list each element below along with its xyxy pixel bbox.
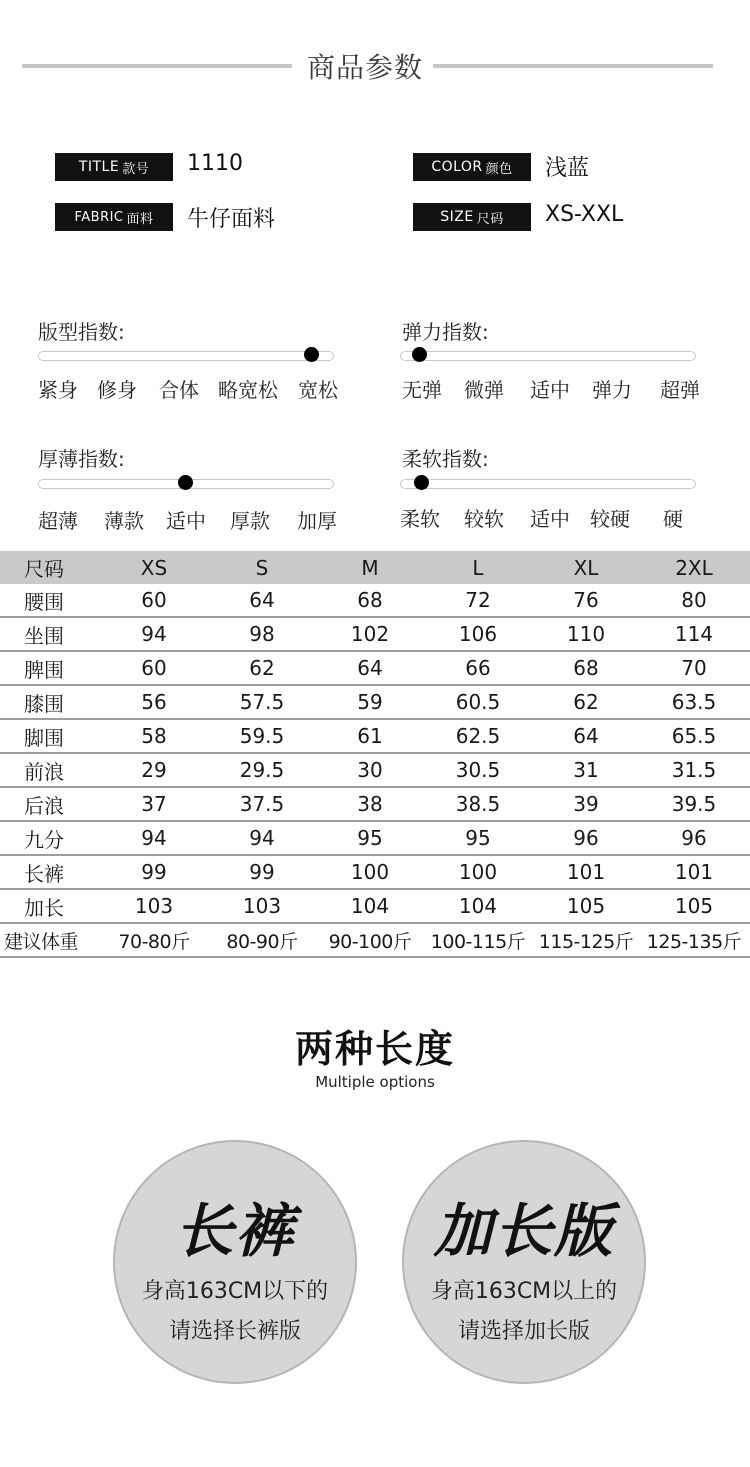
table-cell: 103: [134, 894, 174, 918]
table-cell: 90-100斤: [328, 930, 412, 953]
softness-label: 柔软: [400, 507, 440, 531]
table-cell: 70-80斤: [118, 930, 190, 953]
row-label-cell: 前浪: [24, 759, 64, 784]
row-label-cell: 后浪: [24, 793, 64, 818]
table-cell: 102: [350, 622, 390, 646]
table-cell: 64: [357, 656, 383, 680]
section-title: 商品参数: [306, 51, 423, 84]
table-cell: 76: [573, 588, 599, 612]
color-tag: [413, 153, 531, 181]
fabric-tag: [55, 203, 173, 231]
table-row: [0, 584, 750, 618]
color-value: 浅蓝: [545, 156, 590, 181]
table-cell: 65.5: [671, 724, 717, 748]
table-cell: 68: [357, 588, 383, 612]
fit-index-title: 版型指数:: [38, 320, 125, 344]
table-cell: 94: [141, 826, 167, 850]
elastic-label: 弹力: [592, 378, 632, 402]
elastic-label: 超弹: [660, 378, 700, 402]
table-cell: 56: [141, 690, 167, 714]
title-tag: [55, 153, 173, 181]
row-label-cell: 长裤: [24, 861, 64, 886]
softness-label: 适中: [530, 507, 570, 531]
row-label-cell: 九分: [24, 827, 64, 852]
table-cell: 38.5: [455, 792, 501, 816]
table-cell: 100-115斤: [430, 930, 526, 953]
option-instruction: 请选择加长版: [457, 1319, 590, 1344]
extended-length-option: [402, 1140, 646, 1384]
size-range-value: XS-XXL: [545, 202, 624, 227]
table-cell: 103: [242, 894, 282, 918]
table-cell: 68: [573, 656, 599, 680]
table-cell: 30.5: [455, 758, 501, 782]
table-row: [0, 856, 750, 890]
table-cell: 100: [350, 860, 390, 884]
row-label-cell: 加长: [24, 895, 64, 920]
table-row: [0, 652, 750, 686]
table-cell: 72: [465, 588, 491, 612]
table-cell: 29.5: [239, 758, 285, 782]
row-label-cell: 脾围: [24, 657, 64, 682]
table-cell: 125-135斤: [646, 930, 742, 953]
elastic-index-title: 弹力指数:: [402, 320, 489, 344]
table-cell: 39.5: [671, 792, 717, 816]
size-tag-cn: 尺码: [476, 211, 504, 227]
softness-index-title: 柔软指数:: [402, 447, 489, 471]
table-cell: 37.5: [239, 792, 285, 816]
table-header-cell: 2XL: [675, 555, 713, 580]
table-cell: 110: [566, 622, 606, 646]
table-header-cell: M: [361, 555, 379, 580]
row-label-cell: 建议体重: [4, 930, 79, 953]
table-cell: 62: [573, 690, 599, 714]
softness-label: 较软: [464, 507, 504, 531]
fit-label: 合体: [159, 378, 199, 402]
table-cell: 104: [350, 894, 390, 918]
table-cell: 60: [141, 656, 167, 680]
table-body: [0, 584, 750, 958]
fit-label: 略宽松: [218, 378, 278, 402]
option-instruction: 请选择长裤版: [168, 1319, 301, 1344]
fit-index-marker: [304, 347, 319, 362]
table-cell: 60: [141, 588, 167, 612]
thickness-label: 厚款: [230, 509, 270, 533]
fit-index-track: [38, 351, 334, 361]
table-cell: 105: [566, 894, 606, 918]
table-cell: 96: [681, 826, 707, 850]
table-row: [0, 618, 750, 652]
elastic-index-marker: [412, 347, 427, 362]
elastic-label: 无弹: [402, 378, 442, 402]
table-cell: 115-125斤: [538, 930, 634, 953]
table-header-cell: S: [255, 555, 269, 580]
style-number-value: 1110: [187, 151, 243, 176]
table-cell: 58: [141, 724, 167, 748]
table-cell: 39: [573, 792, 599, 816]
fabric-value: 牛仔面料: [187, 207, 276, 232]
thickness-label: 超薄: [38, 509, 78, 533]
table-cell: 98: [249, 622, 275, 646]
table-cell: 60.5: [455, 690, 501, 714]
table-cell: 64: [249, 588, 275, 612]
table-cell: 38: [357, 792, 383, 816]
table-cell: 99: [249, 860, 275, 884]
row-label-cell: 坐围: [24, 623, 64, 648]
title-tag-cn: 款号: [122, 161, 150, 177]
option-height-note: 身高163CM以下的: [141, 1279, 329, 1304]
table-cell: 62.5: [455, 724, 501, 748]
color-tag-cn: 颜色: [485, 161, 513, 177]
color-tag-en: COLOR: [431, 159, 483, 175]
table-cell: 114: [674, 622, 714, 646]
table-row: [0, 754, 750, 788]
softness-index-track: [400, 479, 696, 489]
table-row: [0, 822, 750, 856]
fit-label: 紧身: [38, 378, 78, 402]
thickness-label: 适中: [166, 509, 206, 533]
table-cell: 31.5: [671, 758, 717, 782]
table-header-cell: L: [472, 555, 484, 580]
elastic-label: 适中: [530, 378, 570, 402]
elastic-label: 微弹: [464, 378, 504, 402]
table-cell: 64: [573, 724, 599, 748]
table-cell: 80-90斤: [226, 930, 298, 953]
size-chart-table: [0, 551, 750, 958]
table-cell: 106: [458, 622, 498, 646]
table-row: [0, 890, 750, 924]
fit-label: 宽松: [298, 378, 338, 402]
table-row: [0, 720, 750, 754]
table-cell: 59: [357, 690, 383, 714]
option-name: 长裤: [174, 1197, 295, 1265]
row-label-cell: 腰围: [24, 589, 64, 614]
table-cell: 96: [573, 826, 599, 850]
table-cell: 94: [141, 622, 167, 646]
table-cell: 99: [141, 860, 167, 884]
table-cell: 70: [681, 656, 707, 680]
lengths-title: 两种长度: [294, 1027, 455, 1071]
row-label-cell: 膝围: [24, 691, 64, 716]
table-header-cell: 尺码: [24, 557, 64, 581]
fit-label: 修身: [97, 378, 137, 402]
thickness-label: 薄款: [104, 509, 144, 533]
size-tag: [413, 203, 531, 231]
table-cell: 80: [681, 588, 707, 612]
softness-index-marker: [414, 475, 429, 490]
table-cell: 30: [357, 758, 383, 782]
thickness-index-title: 厚薄指数:: [38, 447, 125, 471]
option-name: 加长版: [433, 1197, 614, 1265]
thickness-index-marker: [178, 475, 193, 490]
fabric-tag-cn: 面料: [126, 211, 154, 227]
table-cell: 57.5: [239, 690, 285, 714]
table-header-cell: XS: [140, 555, 168, 580]
table-header-row: [0, 551, 750, 584]
table-cell: 63.5: [671, 690, 717, 714]
header-divider-right: [433, 64, 713, 68]
table-cell: 95: [465, 826, 491, 850]
fabric-tag-en: FABRIC: [74, 209, 124, 225]
table-cell: 104: [458, 894, 498, 918]
table-cell: 95: [357, 826, 383, 850]
header-divider-left: [22, 64, 292, 68]
lengths-subtitle: Multiple options: [315, 1073, 435, 1091]
option-height-note: 身高163CM以上的: [430, 1279, 618, 1304]
table-cell: 101: [566, 860, 606, 884]
table-cell: 101: [674, 860, 714, 884]
table-cell: 61: [357, 724, 383, 748]
table-cell: 29: [141, 758, 167, 782]
table-cell: 66: [465, 656, 491, 680]
table-cell: 59.5: [239, 724, 285, 748]
elastic-index-track: [400, 351, 696, 361]
softness-label: 硬: [663, 507, 683, 531]
table-cell: 31: [573, 758, 599, 782]
table-cell: 37: [141, 792, 167, 816]
table-row: [0, 924, 750, 958]
thickness-label: 加厚: [297, 509, 337, 533]
table-cell: 100: [458, 860, 498, 884]
size-tag-en: SIZE: [440, 209, 474, 225]
table-cell: 105: [674, 894, 714, 918]
table-header-cell: XL: [573, 555, 599, 580]
title-tag-en: TITLE: [78, 159, 120, 175]
regular-length-option: [113, 1140, 357, 1384]
table-cell: 62: [249, 656, 275, 680]
row-label-cell: 脚围: [24, 725, 64, 750]
table-cell: 94: [249, 826, 275, 850]
table-row: [0, 788, 750, 822]
table-row: [0, 686, 750, 720]
softness-label: 较硬: [590, 507, 630, 531]
